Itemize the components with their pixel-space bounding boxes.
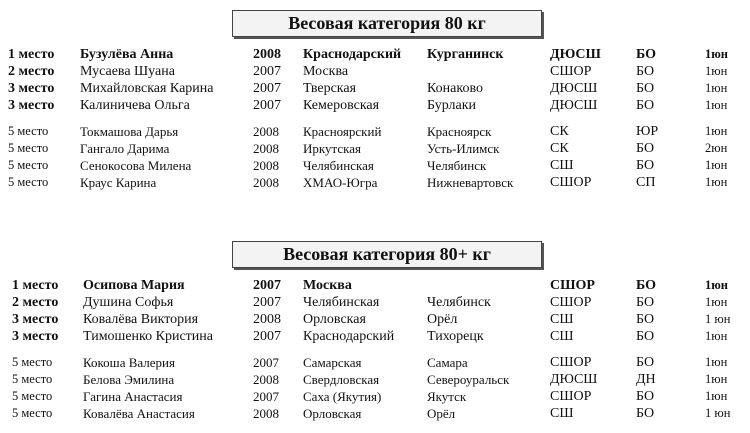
result-row-fifth-place	[0, 140, 750, 157]
place-cell: 2 место	[8, 64, 55, 79]
result-row-first-place	[0, 46, 750, 63]
school-cell: СК	[550, 141, 569, 156]
sport-grade-cell: 1юн	[705, 175, 728, 189]
athlete-name-cell: Осипова Мария	[83, 278, 185, 293]
place-cell: 5 место	[12, 355, 53, 369]
athlete-name-cell: Краус Карина	[80, 175, 157, 190]
sport-grade-cell: 2юн	[705, 141, 728, 155]
sport-grade-cell: 1юн	[705, 295, 728, 309]
region-cell: ХМАО-Югра	[303, 175, 378, 190]
sport-grade-cell: 1юн	[705, 81, 728, 95]
city-cell: Конаково	[427, 81, 483, 96]
society-cell: ДН	[636, 372, 656, 387]
place-cell: 2 место	[12, 295, 59, 310]
sport-grade-cell: 1юн	[705, 372, 728, 386]
society-cell: БО	[636, 141, 655, 156]
region-cell: Челябинская	[303, 158, 374, 173]
place-cell: 5 место	[8, 175, 49, 189]
school-cell: СШОР	[550, 389, 592, 404]
birth-year-cell: 2008	[253, 372, 279, 387]
athlete-name-cell: Кокоша Валерия	[83, 355, 175, 370]
society-cell: БО	[636, 64, 655, 79]
city-cell: Челябинск	[427, 295, 491, 310]
place-cell: 5 место	[12, 372, 53, 386]
region-cell: Краснодарский	[303, 47, 402, 62]
school-cell: СШОР	[550, 175, 592, 190]
weight-category-80-title: Весовая категория 80 кг	[232, 10, 542, 37]
school-cell: СК	[550, 124, 569, 139]
sport-grade-cell: 1юн	[705, 98, 728, 112]
birth-year-cell: 2008	[253, 312, 281, 327]
region-cell: Саха (Якутия)	[303, 389, 382, 404]
society-cell: БО	[636, 312, 655, 327]
city-cell: Североуральск	[427, 372, 510, 387]
athlete-name-cell: Ковалёва Виктория	[83, 312, 199, 327]
place-cell: 5 место	[12, 389, 53, 403]
birth-year-cell: 2007	[253, 81, 281, 96]
athlete-name-cell: Михайловская Карина	[80, 81, 214, 96]
birth-year-cell: 2008	[253, 175, 279, 190]
region-cell: Свердловская	[303, 372, 380, 387]
birth-year-cell: 2007	[253, 295, 281, 310]
sport-grade-cell: 1юн	[705, 355, 728, 369]
society-cell: СП	[636, 175, 656, 190]
birth-year-cell: 2008	[253, 124, 279, 139]
sport-grade-cell: 1юн	[705, 278, 729, 292]
society-cell: БО	[636, 329, 655, 344]
sport-grade-cell: 1юн	[705, 64, 728, 78]
birth-year-cell: 2007	[253, 278, 281, 293]
society-cell: БО	[636, 295, 655, 310]
city-cell: Самара	[427, 355, 468, 370]
place-cell: 3 место	[12, 329, 59, 344]
region-cell: Кемеровская	[303, 98, 380, 113]
school-cell: ДЮСШ	[550, 47, 601, 62]
society-cell: ЮР	[636, 124, 659, 139]
athlete-name-cell: Бузулёва Анна	[80, 47, 174, 62]
place-cell: 3 место	[12, 312, 59, 327]
society-cell: БО	[636, 98, 655, 113]
city-cell: Усть-Илимск	[427, 141, 500, 156]
region-cell: Краснодарский	[303, 329, 395, 344]
athlete-name-cell: Гагина Анастасия	[83, 389, 183, 404]
school-cell: СШ	[550, 158, 574, 173]
school-cell: СШ	[550, 406, 574, 421]
school-cell: СШОР	[550, 295, 592, 310]
athlete-name-cell: Ковалёва Анастасия	[83, 406, 195, 421]
society-cell: БО	[636, 47, 657, 62]
result-row-fifth-place	[0, 371, 750, 388]
school-cell: ДЮСШ	[550, 372, 598, 387]
result-row-third-place	[0, 80, 750, 97]
result-row-third-place	[0, 311, 750, 328]
city-cell: Тихорецк	[427, 329, 484, 344]
school-cell: СШОР	[550, 355, 592, 370]
birth-year-cell: 2007	[253, 389, 279, 404]
place-cell: 5 место	[8, 158, 49, 172]
region-cell: Иркутская	[303, 141, 361, 156]
society-cell: БО	[636, 81, 655, 96]
sport-grade-cell: 1 юн	[705, 406, 731, 420]
birth-year-cell: 2008	[253, 406, 279, 421]
place-cell: 3 место	[8, 98, 55, 113]
result-row-fifth-place	[0, 174, 750, 191]
athlete-name-cell: Белова Эмилина	[83, 372, 175, 387]
result-row-third-place	[0, 97, 750, 114]
result-row-fifth-place	[0, 157, 750, 174]
athlete-name-cell: Сенокосова Милена	[80, 158, 192, 173]
result-row-second-place	[0, 63, 750, 80]
result-row-fifth-place	[0, 123, 750, 140]
birth-year-cell: 2008	[253, 47, 281, 62]
school-cell: СШОР	[550, 278, 595, 293]
region-cell: Орловская	[303, 406, 362, 421]
place-cell: 5 место	[12, 406, 53, 420]
place-cell: 1 место	[12, 278, 59, 293]
city-cell: Орёл	[427, 406, 456, 421]
result-row-first-place	[0, 277, 750, 294]
school-cell: ДЮСШ	[550, 81, 598, 96]
region-cell: Москва	[303, 64, 349, 79]
place-cell: 5 место	[8, 124, 49, 138]
sport-grade-cell: 1юн	[705, 47, 729, 61]
school-cell: СШОР	[550, 64, 592, 79]
region-cell: Тверская	[303, 81, 357, 96]
region-cell: Москва	[303, 278, 352, 293]
birth-year-cell: 2007	[253, 98, 281, 113]
school-cell: ДЮСШ	[550, 98, 598, 113]
result-row-fifth-place	[0, 388, 750, 405]
result-row-second-place	[0, 294, 750, 311]
place-cell: 3 место	[8, 81, 55, 96]
result-row-fifth-place	[0, 405, 750, 422]
athlete-name-cell: Душина Софья	[83, 295, 174, 310]
weight-category-80-plus-title: Весовая категория 80+ кг	[232, 241, 542, 268]
city-cell: Курганинск	[427, 47, 504, 62]
place-cell: 5 место	[8, 141, 49, 155]
athlete-name-cell: Калиничева Ольга	[80, 98, 190, 113]
city-cell: Нижневартовск	[427, 175, 514, 190]
region-cell: Красноярский	[303, 124, 382, 139]
athlete-name-cell: Гангало Дарима	[80, 141, 170, 156]
city-cell: Челябинск	[427, 158, 487, 173]
school-cell: СШ	[550, 329, 574, 344]
society-cell: БО	[636, 158, 655, 173]
athlete-name-cell: Токмашова Дарья	[80, 124, 179, 139]
birth-year-cell: 2007	[253, 329, 281, 344]
birth-year-cell: 2007	[253, 355, 279, 370]
sport-grade-cell: 1юн	[705, 329, 728, 343]
athlete-name-cell: Мусаева Шуана	[80, 64, 175, 79]
region-cell: Самарская	[303, 355, 362, 370]
sport-grade-cell: 1юн	[705, 389, 728, 403]
region-cell: Челябинская	[303, 295, 380, 310]
society-cell: БО	[636, 278, 657, 293]
result-row-third-place	[0, 328, 750, 345]
place-cell: 1 место	[8, 47, 55, 62]
city-cell: Якутск	[427, 389, 467, 404]
city-cell: Красноярск	[427, 124, 492, 139]
society-cell: БО	[636, 389, 655, 404]
sport-grade-cell: 1юн	[705, 158, 728, 172]
city-cell: Бурлаки	[427, 98, 476, 113]
region-cell: Орловская	[303, 312, 366, 327]
birth-year-cell: 2007	[253, 64, 281, 79]
athlete-name-cell: Тимошенко Кристина	[83, 329, 213, 344]
sport-grade-cell: 1 юн	[705, 312, 731, 326]
school-cell: СШ	[550, 312, 574, 327]
birth-year-cell: 2008	[253, 158, 279, 173]
society-cell: БО	[636, 406, 655, 421]
society-cell: БО	[636, 355, 655, 370]
birth-year-cell: 2008	[253, 141, 279, 156]
sport-grade-cell: 1юн	[705, 124, 728, 138]
result-row-fifth-place	[0, 354, 750, 371]
city-cell: Орёл	[427, 312, 458, 327]
